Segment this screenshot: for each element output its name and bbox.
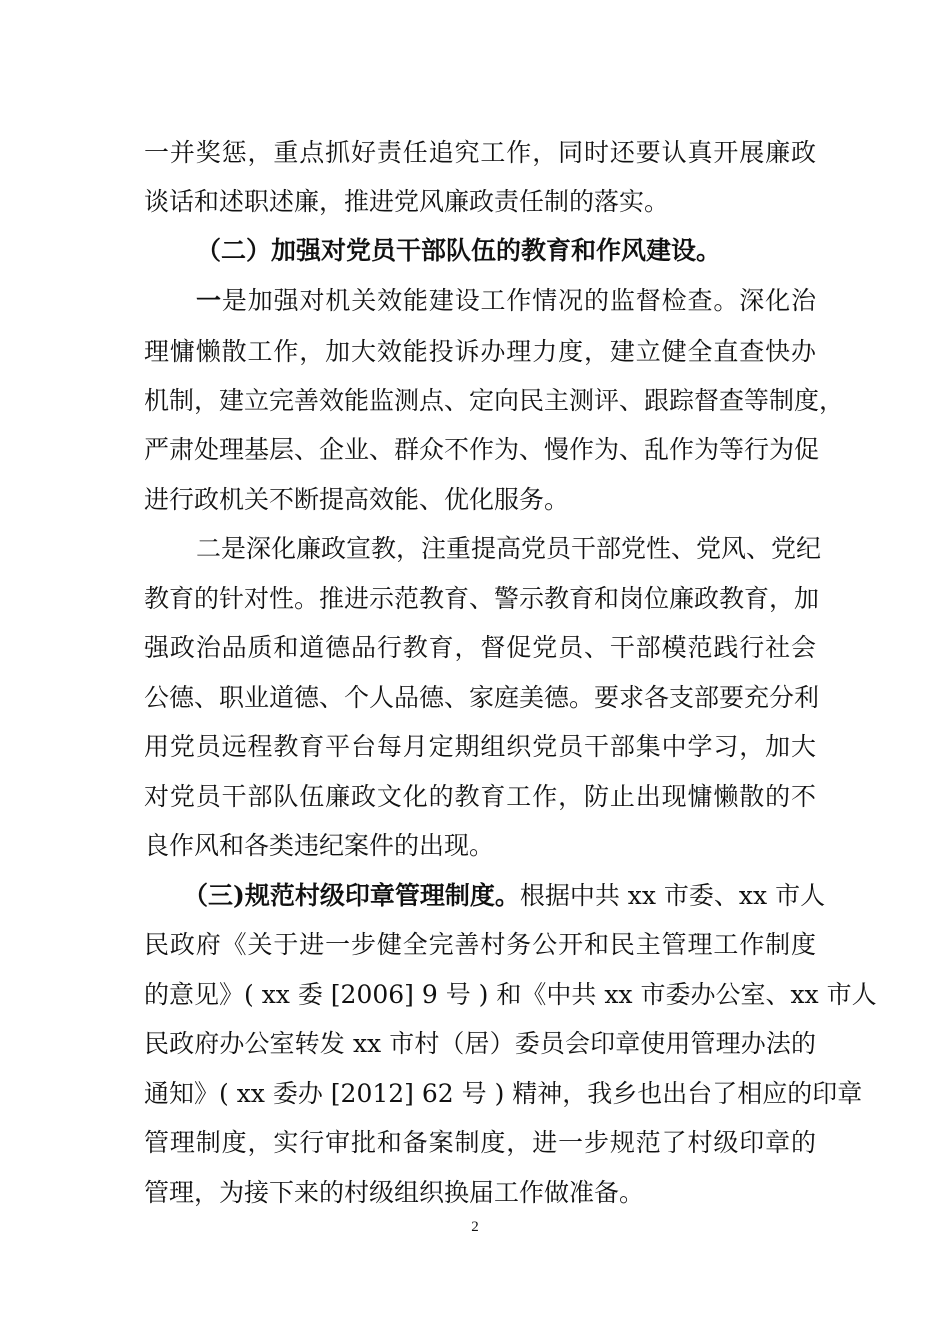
paragraph-line: 对党员干部队伍廉政文化的教育工作，防止出现慵懒散的不	[144, 782, 816, 811]
paragraph-line: 严肃处理基层、企业、群众不作为、慢作为、乱作为等行为促	[144, 435, 820, 464]
paragraph-line	[183, 879, 826, 913]
paragraph-line: 一并奖惩，重点抓好责任追究工作，同时还要认真开展廉政	[144, 138, 816, 167]
page-number: 2	[471, 1219, 479, 1235]
paragraph-line: 民政府办公室转发 xx 市村（居）委员会印章使用管理办法的	[144, 1029, 816, 1058]
section-heading: （二）加强对党员干部队伍的教育和作风建设。	[196, 236, 722, 265]
paragraph-line: 通知》( xx 委办 [2012] 62 号 ) 精神，我乡也出台了相应的印章	[144, 1079, 863, 1108]
paragraph-line: 教育的针对性。推进示范教育、警示教育和岗位廉政教育，加	[144, 584, 820, 613]
paragraph-lead: 一	[196, 286, 222, 315]
paragraph-line: 谈话和述职述廉，推进党风廉政责任制的落实。	[144, 187, 670, 216]
paragraph-text: 根据中共 xx 市委、xx 市人	[519, 881, 826, 910]
paragraph-line: 强政治品质和道德品行教育，督促党员、干部模范践行社会	[144, 633, 816, 662]
paragraph-line: 管理制度，实行审批和备案制度，进一步规范了村级印章的	[144, 1128, 816, 1157]
paragraph-line: 进行政机关不断提高效能、优化服务。	[144, 485, 570, 514]
paragraph-line: 的意见》( xx 委 [2006] 9 号 ) 和《中共 xx 市委办公室、xx 市人	[144, 980, 877, 1009]
paragraph-line: 公德、职业道德、个人品德、家庭美德。要求各支部要充分利	[144, 683, 820, 712]
section-heading-inline: （三)规范村级印章管理制度。	[183, 881, 520, 910]
paragraph-line: 管理，为接下来的村级组织换届工作做准备。	[144, 1178, 645, 1207]
paragraph-line: 二是深化廉政宣教，注重提高党员干部党性、党风、党纪	[196, 534, 822, 563]
paragraph-text: 是加强对机关效能建设工作情况的监督检查。深化治	[221, 286, 816, 315]
paragraph-line: 机制，建立完善效能监测点、定向民主测评、跟踪督查等制度，	[144, 386, 845, 415]
paragraph-line: 用党员远程教育平台每月定期组织党员干部集中学习，加大	[144, 732, 816, 761]
paragraph-line: 民政府《关于进一步健全完善村务公开和民主管理工作制度	[144, 930, 816, 959]
paragraph-line: 良作风和各类违纪案件的出现。	[144, 831, 495, 860]
paragraph-line: 理慵懒散工作，加大效能投诉办理力度，建立健全直查快办	[144, 337, 816, 366]
paragraph-line	[196, 284, 816, 318]
